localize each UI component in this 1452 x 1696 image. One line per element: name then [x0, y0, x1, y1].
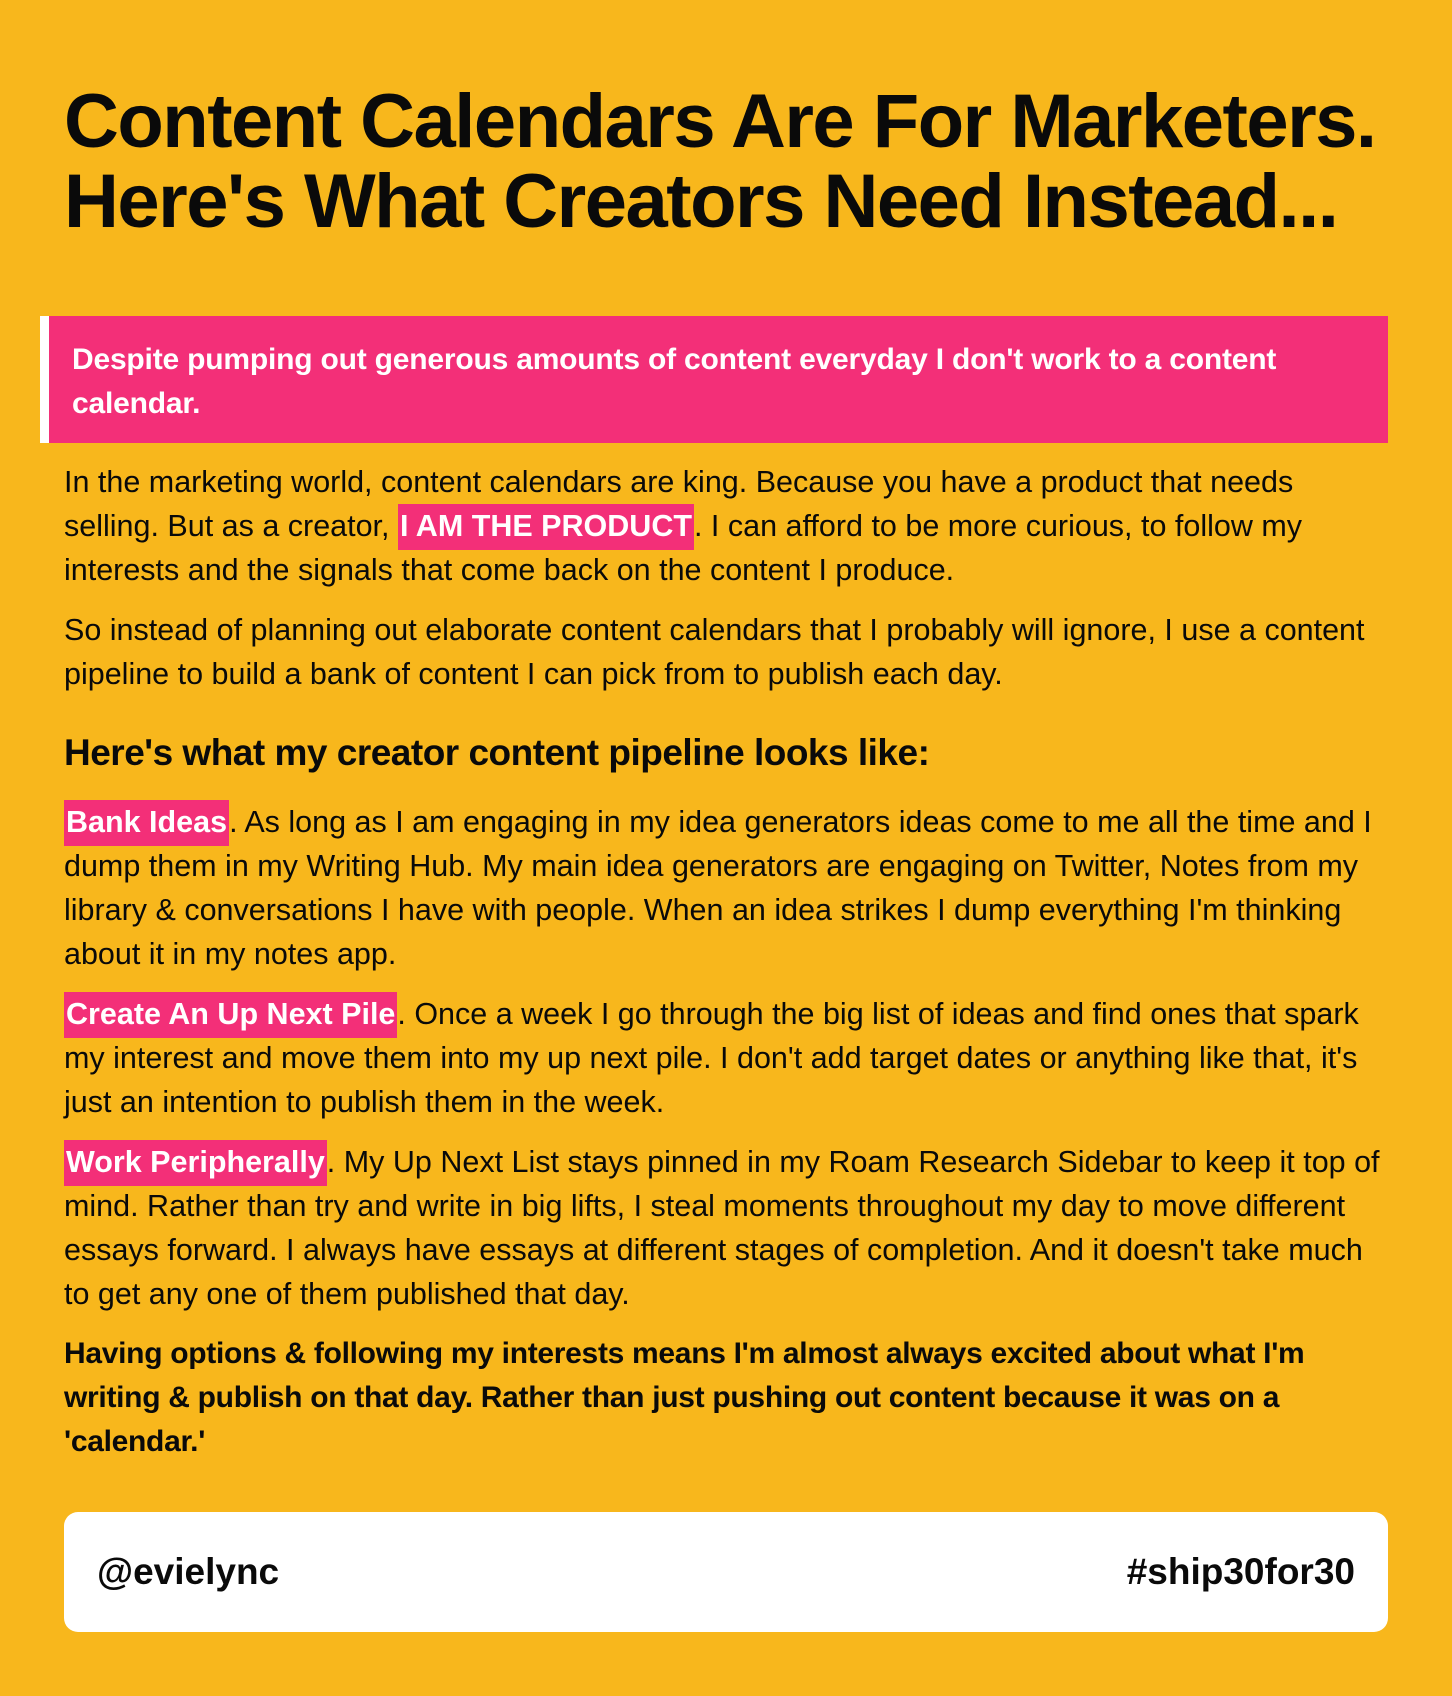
pipeline-step-up-next-pile: [64, 992, 1394, 1124]
step-label: Bank Ideas: [64, 800, 229, 846]
author-handle: @evielync: [97, 1551, 280, 1592]
step-label: Work Peripherally: [64, 1140, 327, 1186]
title-line-1: Content Calendars Are For Marketers.: [64, 79, 1376, 164]
callout-quote: Despite pumping out generous amounts of content everyday I don't work to a content calendar.: [40, 316, 1388, 443]
title-line-2: Here's What Creators Need Instead...: [64, 159, 1338, 244]
page-title: [64, 79, 1404, 244]
product-highlight: I AM THE PRODUCT: [398, 504, 694, 550]
conclusion-paragraph: Having options & following my interests means I'm almost always excited about what I'm writing & publish on that day. Rather than just pushing out content because it was on a 'calendar.': [64, 1337, 1305, 1458]
footer-card: [64, 1512, 1388, 1632]
step-text: . My Up Next List stays pinned in my Roam Research Sidebar to keep it top of mind. Rather than try and write in big lifts, I steal moments throughout my day to move different essays forward. I always have essays at different stages of completion. And it doesn't take much to get any one of them published that day.: [64, 1145, 1380, 1311]
intro-paragraph-1: [64, 460, 1394, 592]
intro-text-after: . I can afford to be more curious, to follow my interests and the signals that come back on the content I produce.: [64, 509, 1303, 587]
pipeline-step-work-peripherally: [64, 1140, 1394, 1316]
intro-text-before: In the marketing world, content calendars are king. Because you have a product that needs selling. But as a creator,: [64, 465, 1294, 543]
pipeline-heading: Here's what my creator content pipeline looks like:: [64, 732, 930, 773]
pipeline-step-bank-ideas: [64, 800, 1394, 976]
step-text: . As long as I am engaging in my idea generators ideas come to me all the time and I dump them in my Writing Hub. My main idea generators are engaging on Twitter, Notes from my library & conversations I have with people. When an idea strikes I dump everything I'm thinking about it in my notes app.: [64, 805, 1372, 971]
hashtag: #ship30for30: [1126, 1551, 1355, 1592]
step-text: . Once a week I go through the big list of ideas and find ones that spark my interest and move them into my up next pile. I don't add target dates or anything like that, it's just an intention to publish them in the week.: [64, 997, 1359, 1119]
step-label: Create An Up Next Pile: [64, 992, 397, 1038]
intro-paragraph-2: So instead of planning out elaborate content calendars that I probably will ignore, I use a content pipeline to build a bank of content I can pick from to publish each day.: [64, 613, 1365, 691]
